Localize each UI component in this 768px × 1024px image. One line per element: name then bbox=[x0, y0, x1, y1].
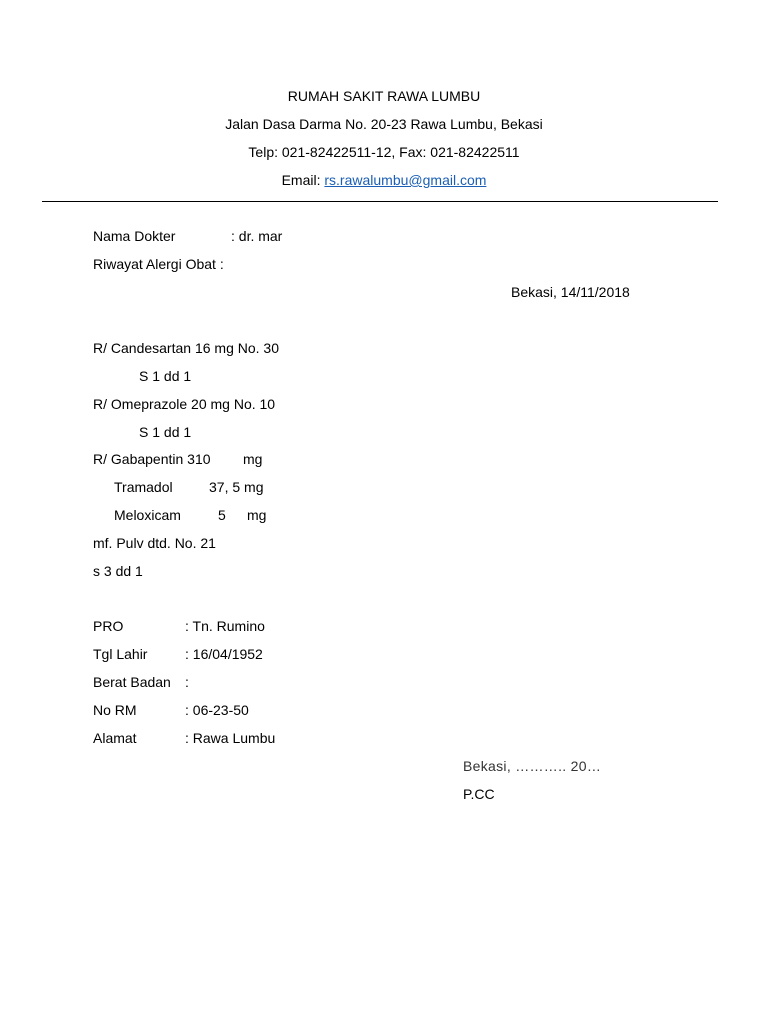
patient-address-label: Alamat bbox=[93, 730, 137, 746]
patient-pro-label: PRO bbox=[93, 618, 124, 634]
rx-omeprazole-sig: S 1 dd 1 bbox=[139, 424, 192, 440]
patient-rm-label: No RM bbox=[93, 702, 137, 718]
prescription-date: Bekasi, 14/11/2018 bbox=[511, 284, 630, 300]
signature-pcc: P.CC bbox=[463, 786, 495, 802]
patient-weight-label: Berat Badan bbox=[93, 674, 171, 690]
email-link[interactable]: rs.rawalumbu@gmail.com bbox=[324, 172, 487, 188]
hospital-email-line bbox=[0, 171, 768, 189]
hospital-address: Jalan Dasa Darma No. 20-23 Rawa Lumbu, Bekasi bbox=[225, 116, 543, 132]
hospital-name: RUMAH SAKIT RAWA LUMBU bbox=[287, 88, 481, 104]
patient-dob-label: Tgl Lahir bbox=[93, 646, 148, 662]
rx-gabapentin-unit: mg bbox=[243, 451, 263, 467]
rx-tramadol-dose: 37, 5 mg bbox=[209, 479, 264, 495]
patient-rm-value: : 06-23-50 bbox=[185, 702, 249, 718]
rx-instruction: mf. Pulv dtd. No. 21 bbox=[93, 535, 216, 551]
doctor-label: Nama Dokter bbox=[93, 228, 176, 244]
rx-tramadol: Tramadol bbox=[114, 479, 173, 495]
rx-omeprazole: R/ Omeprazole 20 mg No. 10 bbox=[93, 396, 276, 412]
rx-candesartan: R/ Candesartan 16 mg No. 30 bbox=[93, 340, 279, 356]
rx-candesartan-sig: S 1 dd 1 bbox=[139, 368, 192, 384]
email-label: Email: bbox=[281, 172, 325, 188]
signature-place-date: Bekasi, ……….. 20… bbox=[463, 758, 602, 774]
rx-meloxicam-dose: 5 bbox=[218, 507, 226, 523]
patient-address-value: : Rawa Lumbu bbox=[185, 730, 276, 746]
rx-gabapentin-sig: s 3 dd 1 bbox=[93, 563, 143, 579]
patient-weight-value: : bbox=[185, 674, 189, 690]
patient-dob-value: : 16/04/1952 bbox=[185, 646, 263, 662]
rx-meloxicam-unit: mg bbox=[247, 507, 267, 523]
patient-pro-value: : Tn. Rumino bbox=[185, 618, 265, 634]
hospital-phone: Telp: 021-82422511-12, Fax: 021-82422511 bbox=[248, 144, 520, 160]
allergy-label: Riwayat Alergi Obat : bbox=[93, 256, 224, 272]
rx-gabapentin: R/ Gabapentin 310 bbox=[93, 451, 211, 467]
rx-meloxicam: Meloxicam bbox=[114, 507, 181, 523]
doctor-value: : dr. mar bbox=[231, 228, 283, 244]
header-divider bbox=[42, 201, 718, 202]
